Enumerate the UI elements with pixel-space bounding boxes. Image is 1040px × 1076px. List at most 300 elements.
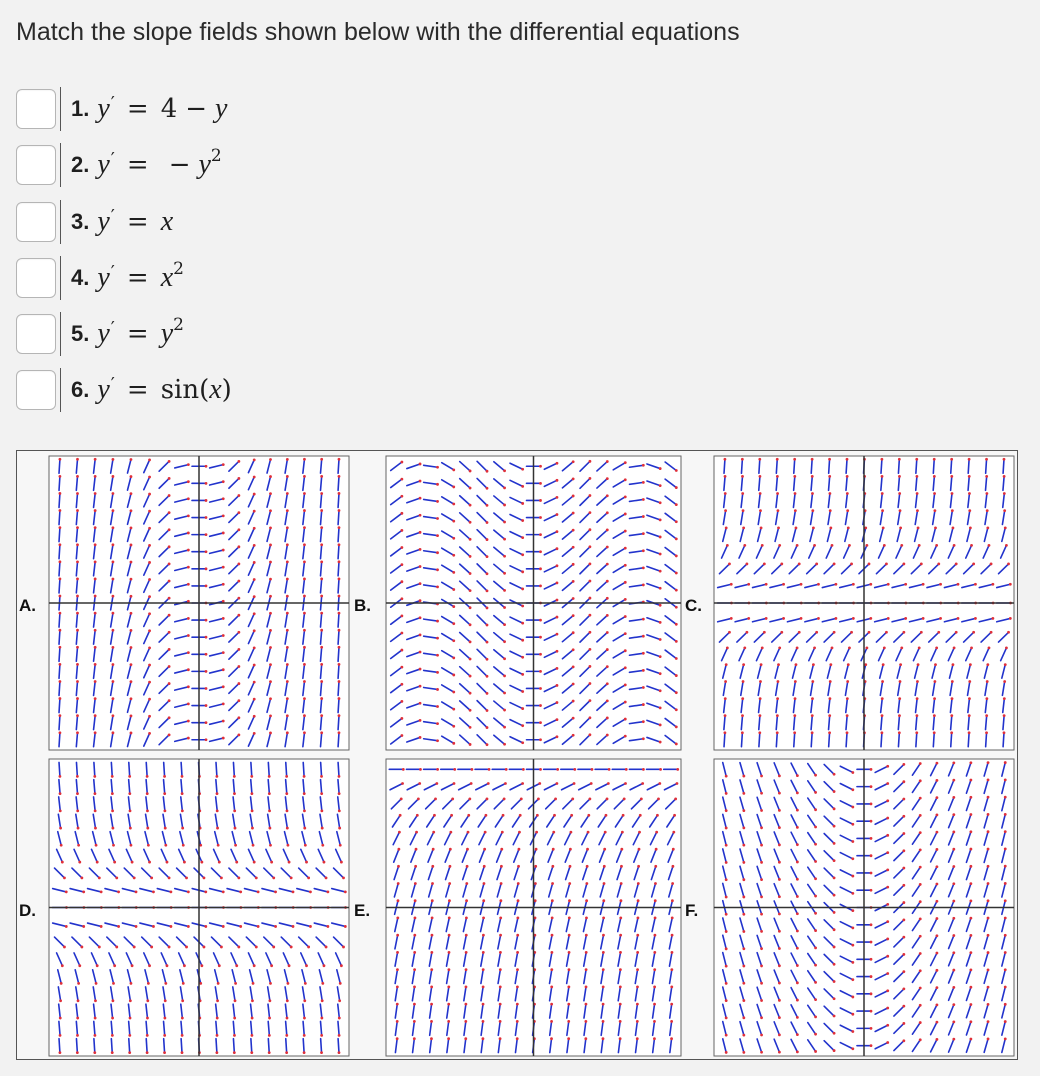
slope-segment-tip	[585, 934, 588, 937]
slope-segment-tip	[642, 584, 645, 587]
slope-segment-tip	[796, 981, 799, 984]
slope-segment-tip	[465, 899, 468, 902]
slope-segment-tip	[933, 475, 936, 478]
equation-formula: y′ = x	[97, 206, 174, 237]
slope-segment-tip	[98, 946, 101, 949]
slope-segment-tip	[621, 831, 624, 834]
slope-segment-tip	[237, 580, 240, 583]
slope-segment-tip	[59, 629, 62, 632]
slope-segment-tip	[503, 486, 506, 489]
slope-segment-tip	[852, 617, 855, 620]
slope-segment-tip	[111, 792, 114, 795]
slope-segment-tip	[642, 532, 645, 535]
slope-segment-tip	[130, 544, 133, 547]
slope-segment-tip	[181, 1051, 184, 1054]
slope-segment-tip	[604, 831, 607, 834]
slope-segment-tip	[886, 920, 889, 923]
slope-segment	[216, 762, 217, 776]
slope-segment-tip	[659, 621, 662, 624]
slope-segment-tip	[798, 563, 801, 566]
slope-segment-tip	[237, 876, 240, 879]
slope-segment-tip	[435, 782, 438, 785]
slope-segment-tip	[235, 861, 238, 864]
slope-segment-tip	[638, 848, 641, 851]
slope-segment-tip	[916, 492, 919, 495]
slope-segment-tip	[431, 934, 434, 937]
slope-segment-tip	[288, 964, 291, 967]
slope-segment-tip	[482, 986, 485, 989]
slope-segment-tip	[430, 968, 433, 971]
slope-segment-tip	[568, 899, 571, 902]
slope-segment-tip	[269, 732, 272, 735]
slope-segment-tip	[181, 1017, 184, 1020]
slope-segment	[59, 681, 60, 695]
slope-segment-tip	[187, 463, 190, 466]
slope-segment-tip	[222, 549, 225, 552]
slope-segment-tip	[796, 964, 799, 967]
slope-segment-tip	[776, 475, 779, 478]
slope-segment-tip	[112, 646, 115, 649]
slope-segment-tip	[129, 999, 132, 1002]
slope-segment-tip	[659, 655, 662, 658]
slope-segment-tip	[400, 649, 403, 652]
slope-segment-tip	[76, 1017, 79, 1020]
slope-segment-tip	[589, 494, 592, 497]
slope-segment-tip	[624, 683, 627, 686]
slope-segment-tip	[234, 999, 237, 1002]
slope-segment-tip	[987, 813, 990, 816]
slope-segment-tip	[794, 509, 797, 512]
slope-segment	[129, 762, 130, 776]
slope-segment-tip	[817, 617, 820, 620]
slope-segment-tip	[675, 520, 678, 523]
slope-segment-tip	[255, 946, 258, 949]
slope-segment-tip	[447, 986, 450, 989]
slope-segment-tip	[187, 566, 190, 569]
equation-label	[60, 200, 173, 244]
slope-segment-tip	[724, 475, 727, 478]
slope-segment-tip	[307, 876, 310, 879]
slope-segment-tip	[765, 617, 768, 620]
slope-segment-tip	[94, 629, 97, 632]
slope-segment-tip	[250, 775, 253, 778]
slope-segment-tip	[181, 792, 184, 795]
slope-segment-tip	[584, 1020, 587, 1023]
slope-segment-tip	[486, 538, 489, 541]
slope-segment-tip	[113, 964, 116, 967]
slope-segment	[916, 733, 917, 747]
slope-segment-tip	[556, 530, 559, 533]
slope-segment-tip	[919, 900, 922, 903]
slope-segment-tip	[653, 968, 656, 971]
slope-segment-tip	[325, 876, 328, 879]
slope-segment-tip	[814, 1016, 817, 1019]
slope-segment-tip	[200, 964, 203, 967]
slope-segment-tip	[851, 926, 854, 929]
slope-segment-tip	[286, 458, 289, 461]
slope-segment-tip	[452, 708, 455, 711]
slope-segment-tip	[486, 624, 489, 627]
slope-segment-tip	[146, 792, 149, 795]
slope-segment-tip	[589, 665, 592, 668]
slope-segment-tip	[675, 589, 678, 592]
slope-segment-tip	[187, 685, 190, 688]
slope-segment-tip	[320, 475, 323, 478]
slope-segment-tip	[794, 680, 797, 683]
slope-segment-tip	[870, 975, 873, 978]
slope-segment-tip	[182, 844, 185, 847]
slope-segment-tip	[829, 509, 832, 512]
slope-segment-tip	[286, 612, 289, 615]
slope-segment-tip	[828, 714, 831, 717]
slope-segment-tip	[447, 1003, 450, 1006]
equation-label	[60, 143, 222, 187]
slope-segment-tip	[482, 899, 485, 902]
equation-formula: $y' = x^2$	[97, 259, 184, 293]
slope-field-panel	[714, 759, 1014, 1056]
slope-segment-tip	[1004, 951, 1007, 954]
slope-segment-tip	[870, 872, 873, 875]
slope-segment-tip	[817, 583, 820, 586]
slope-segment-tip	[886, 765, 889, 768]
slope-segment-tip	[952, 882, 955, 885]
slope-segment-tip	[452, 691, 455, 694]
slope-segment-tip	[968, 731, 971, 734]
slope-segment-tip	[758, 458, 761, 461]
slope-segment	[338, 613, 339, 627]
slope-segment-tip	[503, 640, 506, 643]
answer-input[interactable]	[16, 89, 56, 129]
slope-segment-tip	[919, 848, 922, 851]
slope-segment-tip	[187, 891, 190, 894]
slope-segment-tip	[465, 917, 468, 920]
slope-segment-tip	[918, 544, 921, 547]
slope-segment-tip	[187, 514, 190, 517]
slope-segment-tip	[164, 844, 167, 847]
slope-segment-tip	[483, 865, 486, 868]
slope-segment-tip	[742, 792, 745, 795]
slope-segment-tip	[251, 827, 254, 830]
slope-segment-tip	[338, 509, 341, 512]
slope-segment	[59, 493, 60, 507]
slope-segment-tip	[521, 622, 524, 625]
slope-segment-tip	[148, 698, 151, 701]
slope-segment-tip	[452, 571, 455, 574]
slope-segment-tip	[881, 680, 884, 683]
slope-segment-tip	[269, 646, 272, 649]
slope-segment-tip	[222, 720, 225, 723]
slope-segment-tip	[742, 896, 745, 899]
slope-segment-tip	[556, 581, 559, 584]
slope-segment-tip	[585, 968, 588, 971]
slope-segment-tip	[902, 988, 905, 991]
slope-segment-tip	[469, 589, 472, 592]
slope-segment-tip	[76, 663, 79, 666]
slope-segment-tip	[130, 680, 133, 683]
slope-segment-tip	[606, 460, 609, 463]
slope-segment-tip	[642, 686, 645, 689]
slope-segment-tip	[602, 1037, 605, 1040]
slope-segment-tip	[950, 475, 953, 478]
slope-segment-tip	[431, 899, 434, 902]
slope-segment-tip	[636, 1003, 639, 1006]
slope-segment-tip	[181, 775, 184, 778]
slope-segment-tip	[469, 726, 472, 729]
slope-segment-tip	[483, 848, 486, 851]
slope-segment-tip	[112, 680, 115, 683]
slope-segment-tip	[933, 509, 936, 512]
slope-segment-tip	[985, 458, 988, 461]
slope-segment-tip	[222, 651, 225, 654]
slope-segment-tip	[730, 583, 733, 586]
slope-segment-tip	[215, 775, 218, 778]
slope-segment	[724, 733, 725, 747]
slope-segment-tip	[484, 831, 487, 834]
slope-segment-tip	[521, 707, 524, 710]
slope-segment-tip	[400, 580, 403, 583]
slope-segment-tip	[589, 511, 592, 514]
slope-segment-tip	[286, 663, 289, 666]
equation-formula: y′ = − $y^2$	[97, 146, 222, 180]
slope-segment-tip	[539, 653, 542, 656]
slope-segment-tip	[146, 827, 149, 830]
slope-segment-tip	[95, 982, 98, 985]
slope-segment-tip	[642, 566, 645, 569]
slope-segment-tip	[414, 917, 417, 920]
slope-segment-tip	[503, 469, 506, 472]
slope-segment-tip	[205, 550, 208, 553]
slope-segment-tip	[919, 762, 922, 765]
slope-segment-tip	[539, 768, 542, 771]
slope-segment-tip	[482, 1003, 485, 1006]
slope-segment-tip	[133, 946, 136, 949]
slope-segment-tip	[146, 999, 149, 1002]
slope-segment-tip	[452, 656, 455, 659]
slope-segment-tip	[465, 934, 468, 937]
slope-segment-tip	[320, 629, 323, 632]
slope-segment-tip	[619, 951, 622, 954]
slope-segment-tip	[887, 583, 890, 586]
slope-segment-tip	[286, 543, 289, 546]
slope-segment-tip	[742, 1051, 745, 1054]
slope-segment-tip	[287, 844, 290, 847]
slope-segment-tip	[146, 775, 149, 778]
slope-segment-tip	[637, 882, 640, 885]
answer-input[interactable]	[16, 145, 56, 185]
slope-segment-tip	[870, 889, 873, 892]
slope-segment-tip	[148, 861, 151, 864]
slope-segment-tip	[642, 669, 645, 672]
slope-segment-tip	[452, 520, 455, 523]
slope-segment-tip	[812, 526, 815, 529]
slope-segment-tip	[252, 844, 255, 847]
slope-segment-tip	[205, 499, 208, 502]
slope-segment-tip	[951, 492, 954, 495]
slope-segment-tip	[285, 1051, 288, 1054]
slope-segment-tip	[968, 475, 971, 478]
slope-segment-tip	[606, 614, 609, 617]
slope-segment-tip	[436, 620, 439, 623]
slope-segment-tip	[59, 731, 62, 734]
slope-segment-tip	[850, 563, 853, 566]
slope-segment-tip	[814, 981, 817, 984]
slope-segment-tip	[94, 1017, 97, 1020]
slope-segment-tip	[936, 900, 939, 903]
slope-segment-tip	[919, 1038, 922, 1041]
slope-segment-tip	[902, 918, 905, 921]
slope-segment-tip	[163, 775, 166, 778]
slope-segment-tip	[305, 964, 308, 967]
slope-segment-tip	[402, 768, 405, 771]
slope-segment-tip	[76, 526, 79, 529]
slope-segment	[268, 762, 269, 776]
slope-segment-tip	[675, 623, 678, 626]
slope-segment-tip	[776, 731, 779, 734]
slope-segment-tip	[988, 544, 991, 547]
slope-segment-tip	[76, 509, 79, 512]
answer-input[interactable]	[16, 258, 56, 298]
slope-segment-tip	[146, 1017, 149, 1020]
slope-segment-tip	[741, 475, 744, 478]
slope-segment-tip	[233, 792, 236, 795]
slope-segment-tip	[916, 509, 919, 512]
answer-input[interactable]	[16, 202, 56, 242]
slope-segment-tip	[957, 617, 960, 620]
slope-segment-tip	[340, 861, 343, 864]
slope-segment-tip	[222, 566, 225, 569]
slope-segment-tip	[400, 683, 403, 686]
slope-segment-tip	[419, 702, 422, 705]
slope-segment-tip	[952, 663, 955, 666]
slope-segment-tip	[253, 664, 256, 667]
slope-segment-tip	[112, 561, 115, 564]
slope-segment-tip	[268, 1017, 271, 1020]
slope-segment-tip	[253, 861, 256, 864]
slope-segment-tip	[339, 844, 342, 847]
answer-input[interactable]	[16, 370, 56, 410]
slope-segment-tip	[503, 726, 506, 729]
slope-segment-tip	[419, 548, 422, 551]
slope-segment-tip	[320, 578, 323, 581]
slope-segment-tip	[303, 612, 306, 615]
slope-segment-tip	[829, 492, 832, 495]
slope-segment-tip	[469, 743, 472, 746]
slope-segment-tip	[886, 817, 889, 820]
answer-input[interactable]	[16, 314, 56, 354]
slope-segment-tip	[205, 670, 208, 673]
slope-segment-tip	[778, 647, 781, 650]
slope-segment-tip	[148, 715, 151, 718]
slope-segment-tip	[851, 806, 854, 809]
slope-segment-tip	[952, 1003, 955, 1006]
slope-segment-tip	[76, 714, 79, 717]
slope-segment-tip	[342, 946, 345, 949]
slope-segment-tip	[987, 882, 990, 885]
slope-segment-tip	[146, 809, 149, 812]
slope-segment-tip	[886, 955, 889, 958]
slope-segment-tip	[742, 526, 745, 529]
slope-segment-tip	[796, 878, 799, 881]
slope-segment	[59, 511, 60, 525]
slope-segment-tip	[675, 657, 678, 660]
slope-segment	[759, 459, 760, 473]
slope-segment-tip	[991, 583, 994, 586]
slope-segment-tip	[655, 831, 658, 834]
slope-segment-tip	[936, 762, 939, 765]
slope-segment-tip	[591, 768, 594, 771]
slope-segment-tip	[567, 1003, 570, 1006]
slope-segment-tip	[521, 468, 524, 471]
slope-segment-tip	[237, 563, 240, 566]
slope-segment-tip	[539, 687, 542, 690]
slope-segment-tip	[130, 561, 133, 564]
slope-segment	[59, 664, 60, 678]
slope-segment-tip	[833, 928, 836, 931]
slope-segment-tip	[77, 827, 80, 830]
slope-segment-tip	[659, 570, 662, 573]
slope-segment-tip	[112, 458, 115, 461]
slope-segment-tip	[969, 526, 972, 529]
slope-segment-tip	[636, 1037, 639, 1040]
slope-segment	[933, 733, 934, 747]
slope-segment-tip	[636, 934, 639, 937]
slope-segment-tip	[725, 809, 728, 812]
slope-segment-tip	[135, 925, 138, 928]
slope-segment-tip	[589, 699, 592, 702]
slope-segment	[216, 1039, 217, 1053]
slope-segment-tip	[952, 761, 955, 764]
slope-segment-tip	[568, 882, 571, 885]
slope-segment	[338, 493, 339, 507]
slope-segment-tip	[724, 458, 727, 461]
slope-segment	[59, 716, 60, 730]
slope-segment-tip	[551, 917, 554, 920]
slope-segment-tip	[253, 715, 256, 718]
slope-segment-tip	[168, 716, 171, 719]
slope-segment-tip	[521, 782, 524, 785]
slope-segment-tip	[419, 599, 422, 602]
slope-segment-tip	[111, 775, 114, 778]
slope-segment-tip	[466, 865, 469, 868]
slope-segment-tip	[93, 775, 96, 778]
slope-segment-tip	[129, 809, 132, 812]
slope-segment-tip	[168, 631, 171, 634]
slope-segment-tip	[338, 731, 341, 734]
slope-segment-tip	[725, 775, 728, 778]
slope-segment-tip	[113, 861, 116, 864]
slope-segment-tip	[761, 544, 764, 547]
slope-segment-tip	[556, 684, 559, 687]
equation-label	[60, 256, 184, 300]
slope-segment-tip	[1003, 697, 1006, 700]
slope-segment-tip	[59, 492, 62, 495]
slope-segment-tip	[624, 547, 627, 550]
slope-segment-tip	[237, 545, 240, 548]
slope-segment-tip	[846, 680, 849, 683]
slope-segment-tip	[833, 842, 836, 845]
slope-segment-tip	[987, 917, 990, 920]
slope-segment-tip	[94, 475, 97, 478]
slope-segment-tip	[741, 492, 744, 495]
slope-segment-tip	[551, 934, 554, 937]
slope-segment-tip	[233, 1034, 236, 1037]
slope-segment-tip	[413, 986, 416, 989]
slope-segment-tip	[338, 809, 341, 812]
slope-segment-tip	[602, 968, 605, 971]
slope-segment-tip	[919, 987, 922, 990]
slope-segment-tip	[813, 544, 816, 547]
slope-segment-tip	[814, 808, 817, 811]
